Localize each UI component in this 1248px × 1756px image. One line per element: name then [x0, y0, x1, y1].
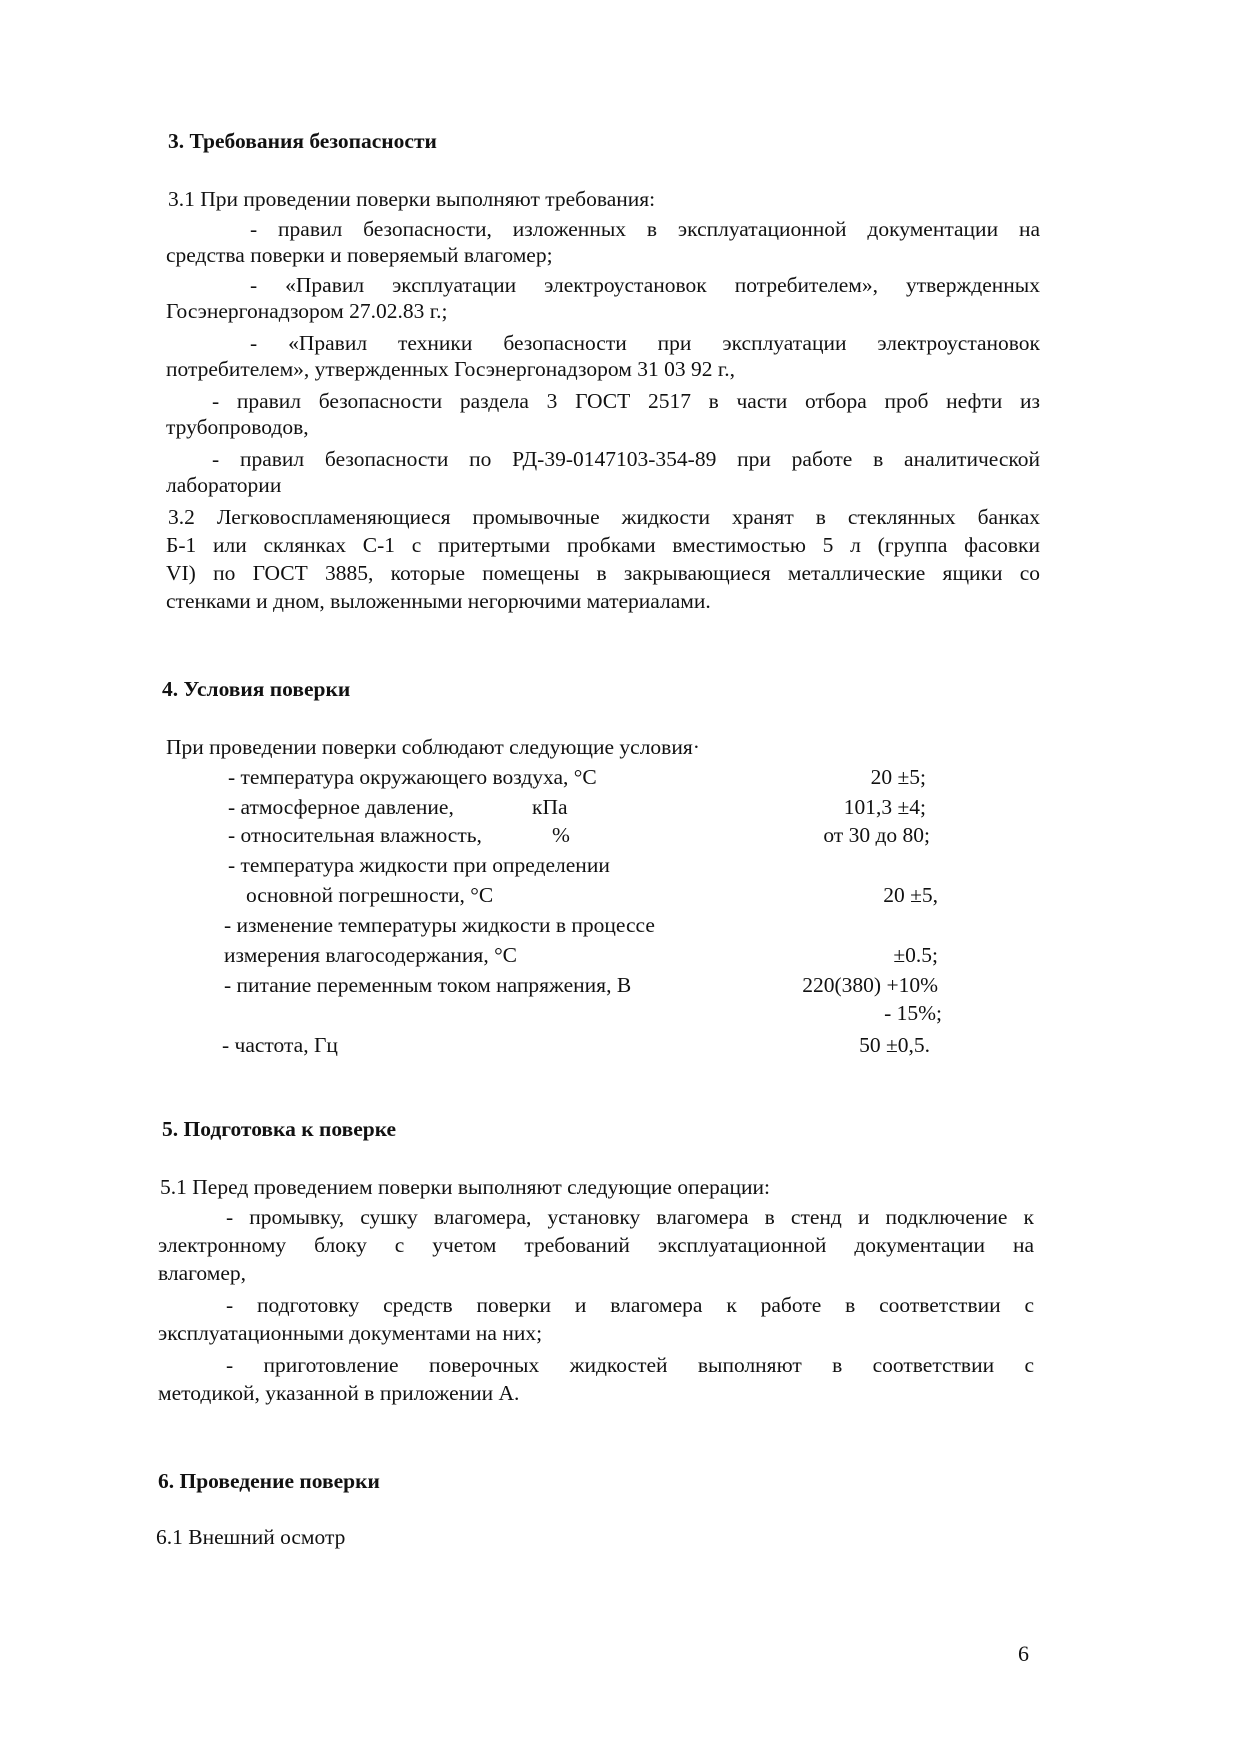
condition-label: - частота, Гц: [222, 1033, 338, 1057]
text-line: - «Правил техники безопасности при эксплуатации электроустановок: [250, 331, 1040, 355]
condition-value: ±0.5;: [893, 943, 938, 967]
condition-value: 220(380) +10%: [802, 973, 938, 997]
condition-label: - относительная влажность,: [228, 823, 482, 847]
text-line: - правил безопасности по РД-39-0147103-354-89 при работе в аналитической: [212, 447, 1040, 471]
paragraph-3-1-intro: 3.1 При проведении поверки выполняют требования:: [168, 187, 656, 211]
text-line: - «Правил эксплуатации электроустановок потребителем», утвержденных: [250, 273, 1040, 297]
condition-value: от 30 до 80;: [823, 823, 930, 847]
condition-label: - температура окружающего воздуха, °С: [228, 765, 597, 789]
condition-value: 20 ±5;: [870, 765, 926, 789]
section-5-heading: 5. Подготовка к поверке: [162, 1117, 397, 1141]
paragraph-3-2-line: стенками и дном, выложенными негорючими материалами.: [166, 589, 711, 613]
paragraph-5-1-intro: 5.1 Перед проведением поверки выполняют следующие операции:: [160, 1175, 770, 1199]
text-line: лаборатории: [166, 473, 282, 497]
text-line: эксплуатационными документами на них;: [158, 1321, 543, 1345]
condition-value-continued: - 15%;: [884, 1001, 942, 1025]
text-line: - промывку, сушку влагомера, установку влагомера в стенд и подключение к: [226, 1205, 1034, 1229]
condition-label: - температура жидкости при определении: [228, 853, 610, 877]
page-number: 6: [1018, 1641, 1029, 1666]
text-line: - приготовление поверочных жидкостей выполняют в соответствии с: [226, 1353, 1034, 1377]
condition-value: 101,3 ±4;: [843, 795, 926, 819]
conditions-intro: При проведении поверки соблюдают следующие условия·: [166, 735, 700, 759]
section-4-heading: 4. Условия поверки: [162, 677, 351, 701]
paragraph-6-1: 6.1 Внешний осмотр: [156, 1525, 346, 1549]
text-line: электронному блоку с учетом требований эксплуатационной документации на: [158, 1233, 1034, 1257]
condition-label: - атмосферное давление,: [228, 795, 454, 819]
section-6-heading: 6. Проведение поверки: [158, 1469, 380, 1493]
text-line: трубопроводов,: [166, 415, 309, 439]
condition-unit: кПа: [532, 795, 568, 819]
condition-value: 50 ±0,5.: [859, 1033, 930, 1057]
condition-label: - питание переменным током напряжения, В: [224, 973, 632, 997]
paragraph-3-2-line: VI) по ГОСТ 3885, которые помещены в закрывающиеся металлические ящики со: [166, 561, 1040, 585]
text-line: Госэнергонадзором 27.02.83 г.;: [166, 299, 448, 323]
paragraph-3-2-line: Б-1 или склянках С-1 с притертыми пробками вместимостью 5 л (группа фасовки: [166, 533, 1040, 557]
text-line: потребителем», утвержденных Госэнергонадзором 31 03 92 г.,: [166, 357, 735, 381]
text-line: методикой, указанной в приложении А.: [158, 1381, 520, 1405]
condition-label-continued: основной погрешности, °С: [246, 883, 494, 907]
condition-value: 20 ±5,: [883, 883, 938, 907]
paragraph-3-2-line: 3.2 Легковоспламеняющиеся промывочные жидкости хранят в стеклянных банках: [168, 505, 1040, 529]
condition-label: - изменение температуры жидкости в процессе: [224, 913, 655, 937]
text-line: - правил безопасности, изложенных в эксплуатационной документации на: [250, 217, 1040, 241]
text-line: - подготовку средств поверки и влагомера к работе в соответствии с: [226, 1293, 1034, 1317]
text-line: средства поверки и поверяемый влагомер;: [166, 243, 553, 267]
condition-unit: %: [552, 823, 570, 847]
text-line: - правил безопасности раздела 3 ГОСТ 2517 в части отбора проб нефти из: [212, 389, 1040, 413]
condition-label-continued: измерения влагосодержания, °С: [224, 943, 518, 967]
section-3-heading: 3. Требования безопасности: [168, 129, 437, 153]
text-line: влагомер,: [158, 1261, 247, 1285]
